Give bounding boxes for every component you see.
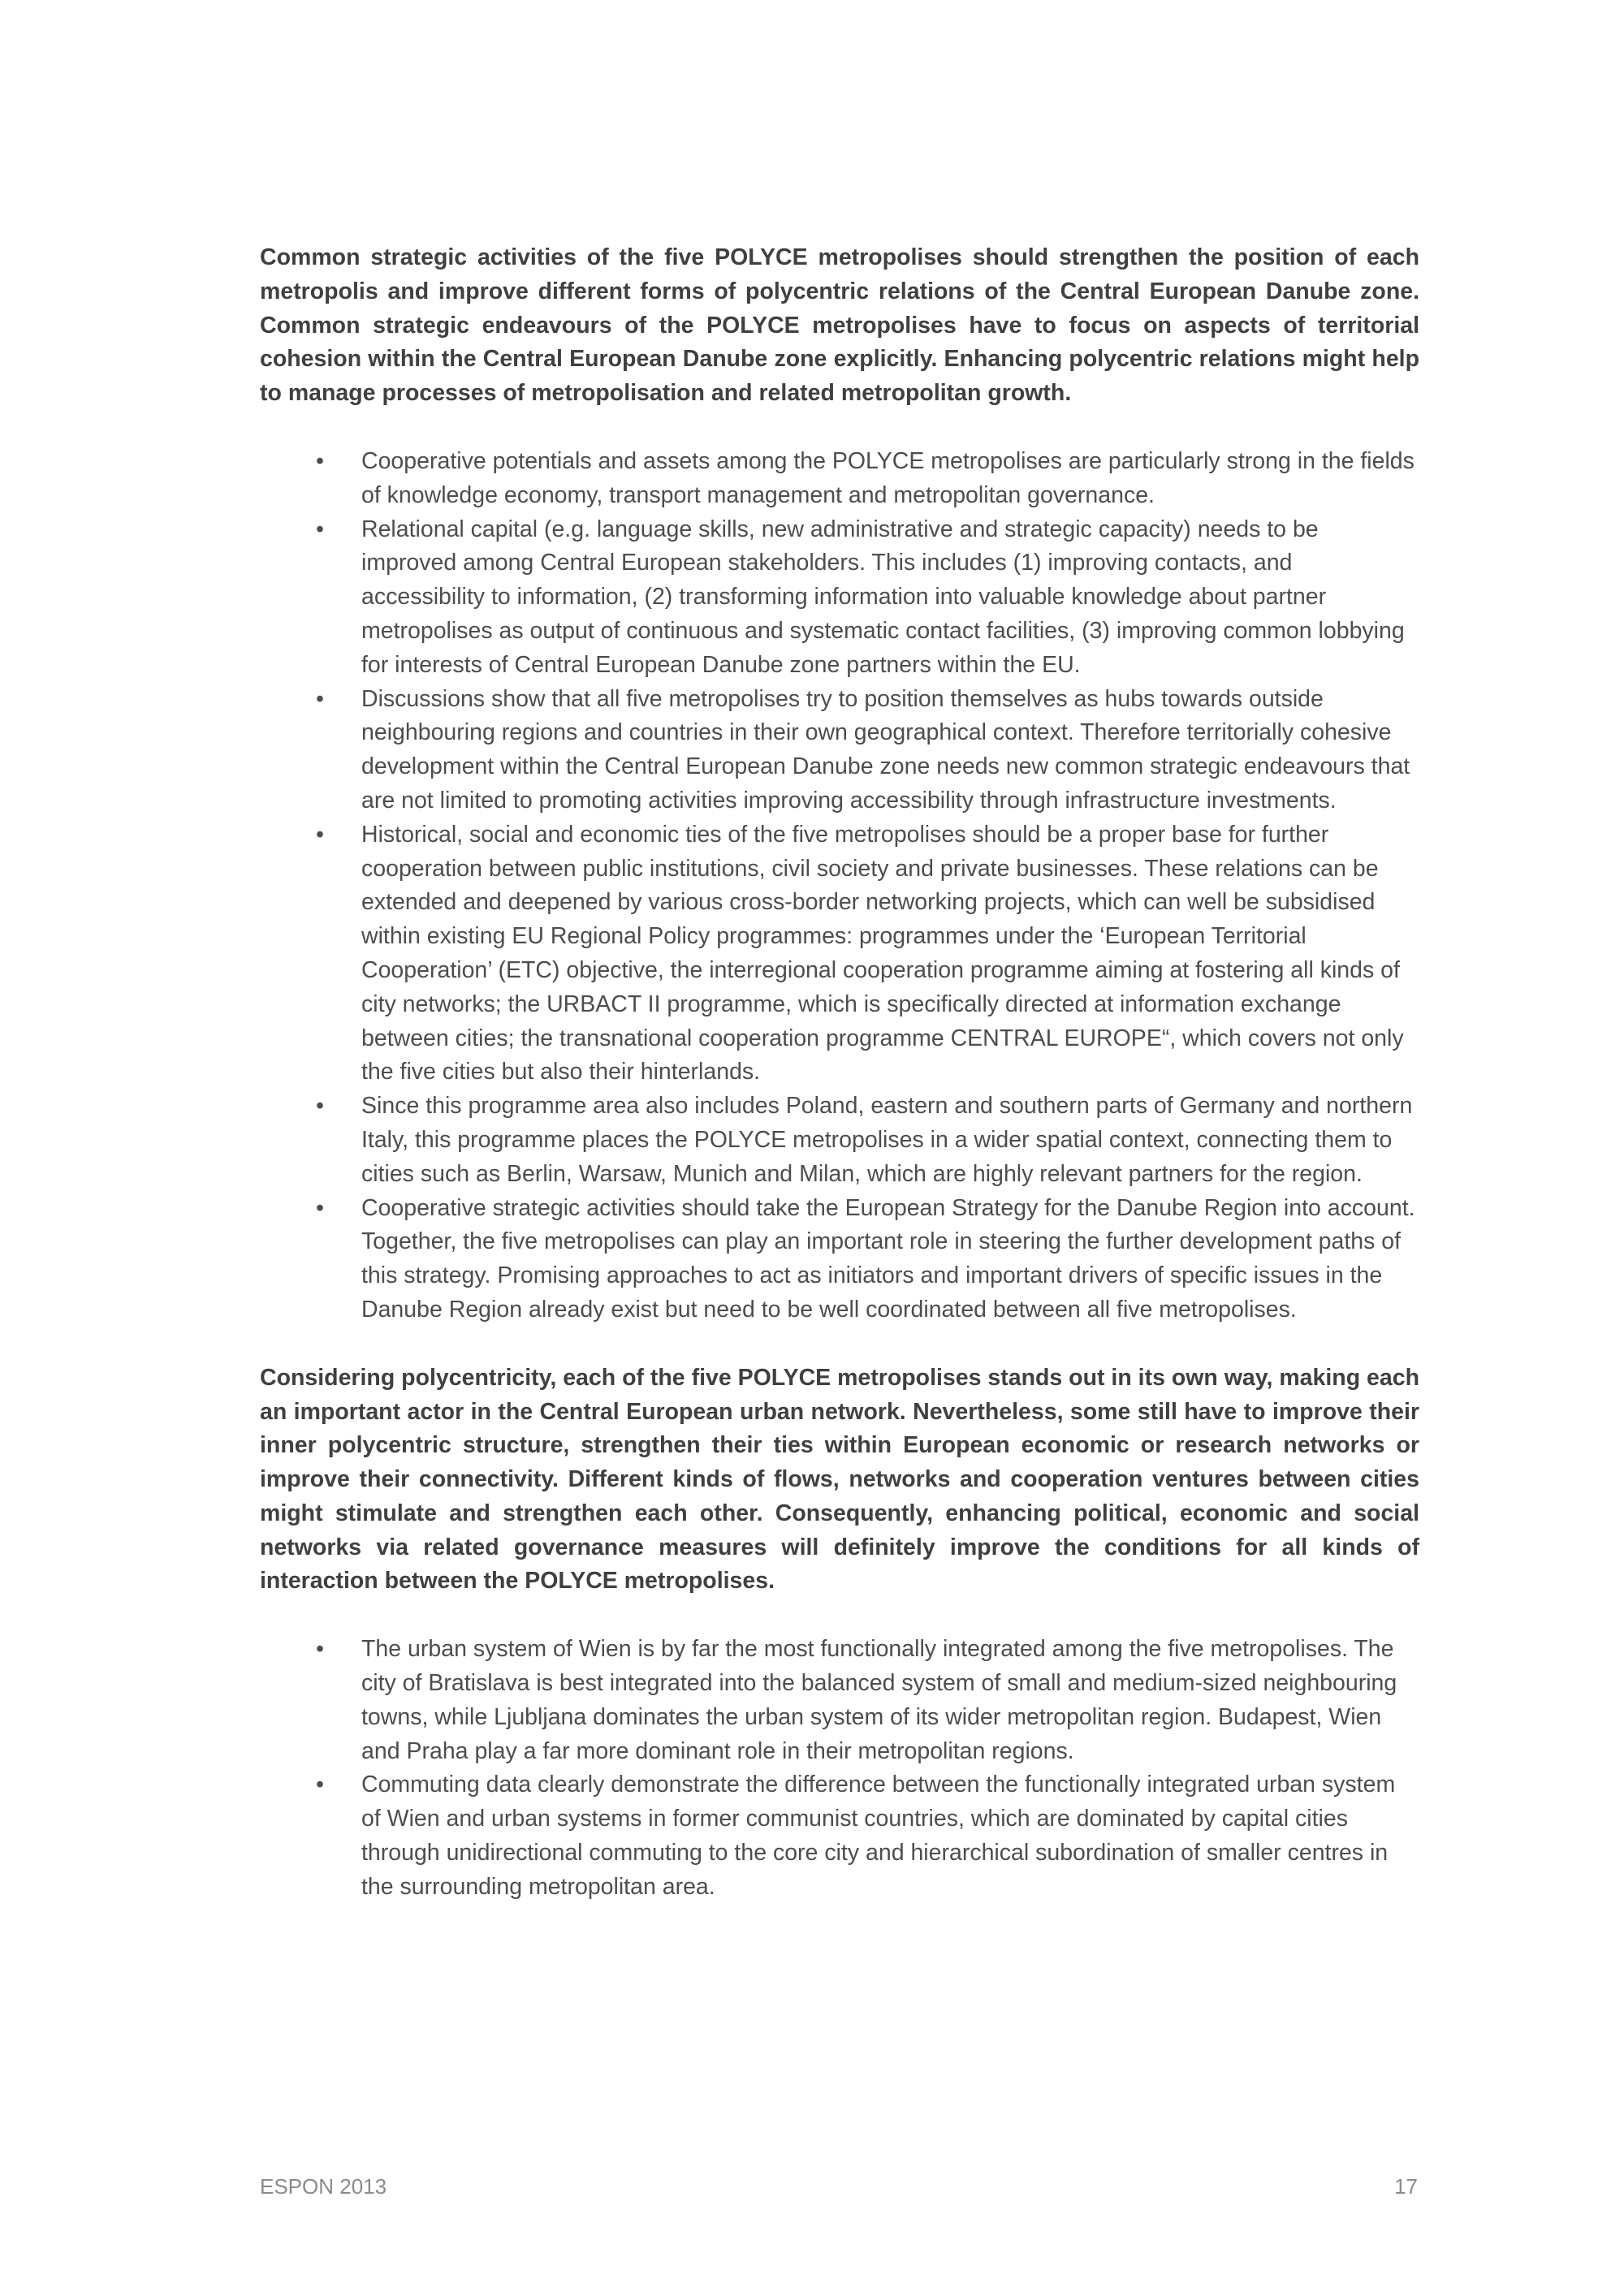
spacer [260,1599,1419,1633]
footer-page-number: 17 [1394,2174,1418,2199]
list-item: • Cooperative potentials and assets among the POLYCE metropolises are particularly strong in the fields of knowledge economy, transport management and metropolitan governance. [361,445,1419,513]
list-item: • Historical, social and economic ties of the five metropolises should be a proper base for further cooperation between public institutions, civil society and private businesses. These relations can be extended and deepened by various cross-border networking projects, which can well be subsidised within existing EU Regional Policy programmes: programmes under the ‘European Territorial Cooperation’ (ETC) objective, the interregional cooperation programme aiming at fostering all kinds of city networks; the URBACT II programme, which is specifically directed at information exchange between cities; the transnational cooperation programme CENTRAL EUROPE“, which covers not only the five cities but also their hinterlands. [361,818,1419,1090]
section2-bullet-list [260,1633,1419,1904]
section1-lead-paragraph: Common strategic activities of the five POLYCE metropolises should strengthen the position of each metropolis and improve different forms of polycentric relations of the Central European Danube zone. Common strategic endeavours of the POLYCE metropolises have to focus on aspects of territorial cohesion within the Central European Danube zone explicitly. Enhancing polycentric relations might help to manage processes of metropolisation and related metropolitan growth. [260,244,1419,407]
list-item: • Cooperative strategic activities should take the European Strategy for the Danube Region into account. Together, the five metropolises can play an important role in steering the further development paths of this strategy. Promising approaches to act as initiators and important drivers of specific issues in the Danube Region already exist but need to be well coordinated between all five metropolises. [361,1192,1419,1327]
spacer [260,411,1419,445]
page-content [260,241,1419,1905]
list-item: • Relational capital (e.g. language skills, new administrative and strategic capacity) needs to be improved among Central European stakeholders. This includes (1) improving contacts, and accessibility to information, (2) transforming information into valuable knowledge about partner metropolises as output of continuous and systematic contact facilities, (3) improving common lobbying for interests of Central European Danube zone partners within the EU. [361,513,1419,683]
footer-publication-label: ESPON 2013 [260,2174,387,2199]
list-item: • Discussions show that all five metropolises try to position themselves as hubs towards outside neighbouring regions and countries in their own geographical context. Therefore territorially cohesive development within the Central European Danube zone needs new common strategic endeavours that are not limited to promoting activities improving accessibility through infrastructure investments. [361,683,1419,818]
section1-bullet-list [260,445,1419,1327]
list-item: • Commuting data clearly demonstrate the difference between the functionally integrated urban system of Wien and urban systems in former communist countries, which are dominated by capital cities through unidirectional commuting to the core city and hierarchical subordination of smaller centres in the surrounding metropolitan area. [361,1768,1419,1904]
section2-lead-paragraph: Considering polycentricity, each of the five POLYCE metropolises stands out in its own way, making each an important actor in the Central European urban network. Nevertheless, some still have to improve their inner polycentric structure, strengthen their ties within European economic or research networks or improve their connectivity. Different kinds of flows, networks and cooperation ventures between cities might stimulate and strengthen each other. Consequently, enhancing political, economic and social networks via related governance measures will definitely improve the conditions for all kinds of interaction between the POLYCE metropolises. [260,1364,1419,1595]
list-item: • Since this programme area also includes Poland, eastern and southern parts of Germany and northern Italy, this programme places the POLYCE metropolises in a wider spatial context, connecting them to cities such as Berlin, Warsaw, Munich and Milan, which are highly relevant partners for the region. [361,1090,1419,1191]
spacer [260,1327,1419,1362]
list-item: • The urban system of Wien is by far the most functionally integrated among the five metropolises. The city of Bratislava is best integrated into the balanced system of small and medium-sized neighbouring towns, while Ljubljana dominates the urban system of its wider metropolitan region. Budapest, Wien and Praha play a far more dominant role in their metropolitan regions. [361,1633,1419,1768]
